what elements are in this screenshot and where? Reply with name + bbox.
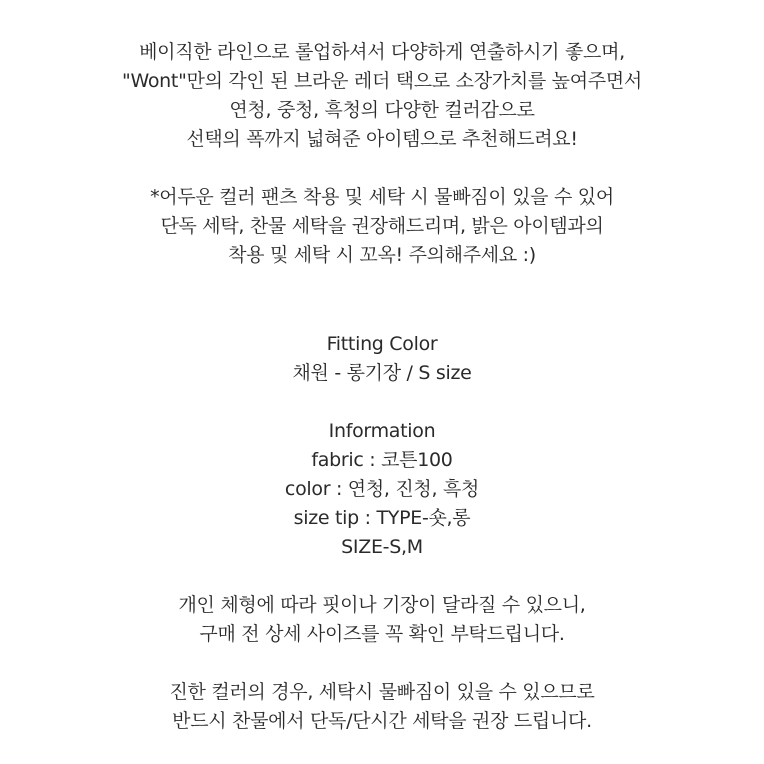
information-fabric: fabric : 코튼100: [311, 449, 453, 471]
fitting-heading: Fitting Color: [326, 333, 438, 355]
intro-line-1: 베이직한 라인으로 롤업하셔서 다양하게 연출하시기 좋으며,: [139, 41, 625, 63]
information-sizes: SIZE-S,M: [341, 536, 423, 558]
information-heading: Information: [328, 420, 436, 442]
wash-notice-line-1: 진한 컬러의 경우, 세탁시 물빠짐이 있을 수 있으므로: [169, 681, 595, 703]
cut-off-text-line: [0, 0, 764, 10]
fitting-value: 채원 - 롱기장 / S size: [292, 362, 472, 384]
information-color: color : 연청, 진청, 흑청: [284, 478, 480, 500]
care-notice-line-1: *어두운 컬러 팬츠 착용 및 세탁 시 물빠짐이 있을 수 있어: [150, 186, 614, 208]
care-notice-line-3: 착용 및 세탁 시 꼬옥! 주의해주세요 :): [228, 244, 536, 266]
intro-line-3: 연청, 중청, 흑청의 다양한 컬러감으로: [229, 99, 535, 121]
wash-notice-line-2: 반드시 찬물에서 단독/단시간 세탁을 권장 드립니다.: [172, 710, 592, 732]
size-notice-line-1: 개인 체형에 따라 핏이나 기장이 달라질 수 있으니,: [178, 594, 586, 616]
care-notice-line-2: 단독 세탁, 찬물 세탁을 권장해드리며, 밝은 아이템과의: [160, 215, 604, 237]
intro-line-4: 선택의 폭까지 넓혀준 아이템으로 추천해드려요!: [186, 128, 578, 150]
size-notice-line-2: 구매 전 상세 사이즈를 꼭 확인 부탁드립니다.: [199, 623, 565, 645]
intro-line-2: "Wont"만의 각인 된 브라운 레더 택으로 소장가치를 높여주면서: [122, 70, 642, 92]
information-size-tip: size tip : TYPE-숏,롱: [293, 507, 471, 529]
